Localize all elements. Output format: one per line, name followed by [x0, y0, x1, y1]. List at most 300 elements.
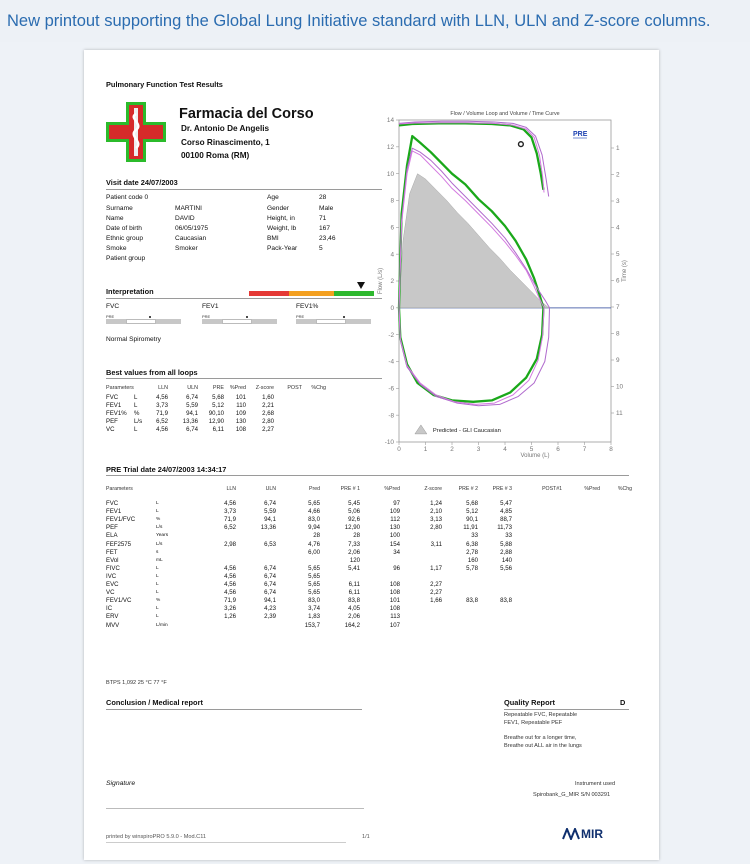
table-cell — [512, 508, 562, 516]
table-cell — [512, 549, 562, 557]
table-cell: 71,9 — [224, 597, 236, 605]
report-sheet — [84, 50, 659, 860]
table-cell: 33 — [505, 532, 512, 540]
table-cell: 1,60 — [262, 394, 274, 402]
table-cell: 4,23 — [264, 605, 276, 613]
table-cell — [512, 541, 562, 549]
table-cell: 7,33 — [348, 540, 360, 548]
gauge-bar-fev1 — [202, 314, 277, 324]
table-cell: 1,66 — [430, 597, 442, 605]
table-cell: 97 — [393, 500, 400, 508]
patient-value: 23,46 — [319, 235, 336, 242]
patient-label: Surname — [106, 205, 133, 212]
table-cell: L/s — [156, 525, 163, 531]
column-header: Pred — [309, 486, 320, 492]
column-header: Parameters — [106, 385, 134, 391]
pharmacy-street: Corso Rinascimento, 1 — [181, 138, 270, 147]
table-cell: 71,9 — [156, 410, 168, 418]
trial-row — [106, 613, 632, 621]
table-cell: 113 — [390, 613, 400, 621]
table-cell: 5,88 — [500, 540, 512, 548]
table-cell — [442, 605, 478, 613]
table-cell: 88,7 — [500, 516, 512, 524]
best-values-row — [106, 402, 326, 410]
table-cell: L/s — [134, 418, 143, 426]
table-cell: 5,59 — [186, 402, 198, 410]
table-cell — [512, 532, 562, 540]
pre-tag: PRE — [106, 314, 115, 319]
table-cell: EVol — [106, 556, 119, 564]
instrument-value: Spirobank_G_MIR S/N 003291 — [533, 792, 611, 798]
table-cell — [320, 573, 360, 581]
table-cell — [400, 622, 442, 630]
table-cell: L — [156, 565, 159, 571]
table-cell: 120 — [349, 556, 360, 564]
table-cell — [512, 565, 562, 573]
trial-row — [106, 549, 632, 557]
y-tick-label: 6 — [390, 224, 394, 232]
table-cell: 2,27 — [430, 589, 442, 597]
table-cell: 1,17 — [430, 564, 442, 572]
trial-header-row — [106, 485, 632, 500]
table-cell — [562, 573, 600, 581]
column-header: PRE # 1 — [340, 486, 360, 492]
patient-value: 71 — [319, 215, 327, 222]
table-cell: FVC — [106, 500, 119, 508]
y2-tick-label: 10 — [616, 383, 624, 391]
table-cell — [512, 605, 562, 613]
divider — [106, 475, 629, 476]
patient-value: Male — [319, 205, 334, 212]
trial-row — [106, 524, 632, 532]
column-header: %Chg — [311, 385, 326, 391]
legend-label: Predicted - GLI Caucasian — [432, 427, 501, 434]
table-cell: 154 — [389, 540, 400, 548]
y2-tick-label: 7 — [616, 304, 620, 312]
best-values-title: Best values from all loops — [106, 368, 198, 377]
table-cell — [442, 589, 478, 597]
trial-row — [106, 532, 632, 540]
table-cell — [274, 410, 302, 418]
table-cell — [512, 516, 562, 524]
column-header: %Pred — [584, 486, 600, 492]
patient-label: Pack-Year — [267, 245, 298, 252]
y2-tick-label: 8 — [616, 330, 620, 338]
y-tick-label: 4 — [390, 251, 394, 259]
table-cell: 1,26 — [224, 613, 236, 621]
y2-tick-label: 5 — [616, 251, 620, 259]
table-cell — [360, 573, 400, 581]
table-cell: 5,65 — [308, 581, 320, 589]
column-header: Z-score — [255, 385, 274, 391]
quality-line: FEV1, Repeatable PEF — [504, 720, 563, 726]
table-cell: 13,36 — [182, 418, 198, 426]
table-cell — [562, 605, 600, 613]
table-cell: 5,12 — [212, 402, 224, 410]
table-cell — [274, 426, 302, 434]
table-cell: FEV1 — [106, 508, 122, 516]
table-cell: 5,68 — [212, 394, 224, 402]
table-cell: 4,56 — [224, 500, 236, 508]
best-values-row — [106, 410, 326, 418]
column-header: POST — [287, 385, 302, 391]
table-cell: 6,52 — [224, 524, 236, 532]
pre-tag: PRE — [202, 314, 211, 319]
gauge-bar-fev1pct — [296, 314, 371, 324]
trial-row — [106, 557, 632, 565]
table-cell: 1,83 — [308, 613, 320, 621]
best-values-row — [106, 394, 326, 402]
trial-table — [106, 485, 632, 630]
table-cell: 6,53 — [264, 540, 276, 548]
table-cell: FET — [106, 548, 118, 556]
table-cell: MVV — [106, 621, 120, 629]
divider — [504, 709, 629, 710]
table-cell: 2,78 — [466, 548, 478, 556]
table-cell: FIVC — [106, 564, 120, 572]
y2-tick-label: 3 — [616, 198, 620, 206]
table-cell — [600, 516, 632, 524]
pharmacy-cross-logo — [106, 102, 166, 162]
table-cell — [400, 557, 442, 565]
page-number: 1/1 — [362, 834, 370, 840]
table-cell: IVC — [106, 572, 117, 580]
patient-label: Smoke — [106, 245, 127, 252]
patient-value: Smoker — [175, 245, 198, 252]
table-cell: 130 — [235, 418, 246, 426]
table-cell: 13,36 — [260, 524, 276, 532]
trial-row — [106, 573, 632, 581]
table-cell — [562, 508, 600, 516]
table-cell: 6,52 — [156, 418, 168, 426]
table-cell: 5,12 — [466, 508, 478, 516]
table-cell — [512, 500, 562, 508]
table-cell: mL — [156, 557, 163, 563]
table-cell: FVC — [106, 394, 119, 402]
y-tick-label: -4 — [388, 358, 394, 366]
table-cell: 94,1 — [264, 516, 276, 524]
table-cell: 160 — [467, 556, 478, 564]
table-cell — [400, 573, 442, 581]
table-cell: PEF — [106, 418, 118, 426]
severity-red-segment — [249, 291, 289, 296]
table-cell: Years — [156, 533, 169, 539]
conclusion-title: Conclusion / Medical report — [106, 698, 203, 707]
table-cell: ERV — [106, 613, 119, 621]
flow-volume-chart — [374, 106, 630, 466]
banner-caption: New printout supporting the Global Lung Initiative standard with LLN, ULN and Z-score columns. — [0, 0, 750, 42]
table-cell: 2,10 — [430, 508, 442, 516]
y-tick-label: -10 — [384, 439, 394, 447]
table-cell: 94,1 — [186, 410, 198, 418]
table-cell — [478, 605, 512, 613]
table-cell — [274, 418, 302, 426]
column-header: PRE # 3 — [492, 486, 512, 492]
table-cell — [562, 589, 600, 597]
table-cell: 153,7 — [304, 621, 320, 629]
table-cell: 6,11 — [212, 426, 224, 434]
table-cell: 4,56 — [224, 572, 236, 580]
table-cell: s — [156, 549, 159, 555]
table-cell — [512, 581, 562, 589]
table-cell: L/s — [156, 541, 163, 547]
best-values-header-row — [106, 384, 326, 394]
x-tick-label: 5 — [529, 446, 534, 453]
x-tick-label: 1 — [423, 446, 428, 453]
trial-row — [106, 589, 632, 597]
table-cell — [196, 622, 236, 630]
table-cell — [562, 622, 600, 630]
table-cell — [600, 524, 632, 532]
column-header: Z-score — [424, 486, 442, 492]
table-cell: 108 — [235, 426, 246, 434]
table-cell: 6,11 — [348, 581, 360, 589]
patient-label: Weight, lb — [267, 225, 297, 232]
table-cell — [600, 508, 632, 516]
x-axis-label: Volume (L) — [520, 453, 550, 459]
y-axis-label: Flow (L/s) — [378, 267, 384, 295]
table-cell: L/min — [156, 622, 168, 628]
y-tick-label: 2 — [390, 278, 394, 286]
patient-value: 28 — [319, 194, 327, 201]
patient-label: Patient code 0 — [106, 194, 149, 201]
gauge-label-fev1: FEV1 — [202, 303, 219, 310]
table-cell — [600, 557, 632, 565]
table-cell: 28 — [353, 532, 360, 540]
table-cell — [562, 565, 600, 573]
severity-green-segment — [334, 291, 374, 296]
table-cell: 164,2 — [344, 621, 360, 629]
table-cell: 4,56 — [156, 394, 168, 402]
table-cell: FEV1/FVC — [106, 516, 136, 524]
table-cell: 5,65 — [308, 589, 320, 597]
table-cell: 4,56 — [224, 581, 236, 589]
table-cell: 4,05 — [348, 605, 360, 613]
patient-label: Gender — [267, 205, 289, 212]
y-tick-label: -2 — [388, 331, 394, 339]
table-cell — [600, 541, 632, 549]
table-cell: 3,13 — [430, 516, 442, 524]
chart-title: Flow / Volume Loop and Volume / Time Curve — [450, 111, 560, 117]
table-cell: 2,39 — [264, 613, 276, 621]
table-cell: VC — [106, 426, 115, 434]
series-tag: PRE — [573, 131, 588, 138]
mir-brand: MIR — [581, 827, 603, 841]
gauge-label-fvc: FVC — [106, 303, 120, 310]
table-cell — [478, 573, 512, 581]
table-cell: % — [156, 517, 161, 523]
quality-advice: Breathe out ALL air in the lungs — [504, 743, 582, 749]
table-cell: 5,47 — [500, 500, 512, 508]
column-header: ULN — [265, 486, 276, 492]
table-cell: 4,56 — [156, 426, 168, 434]
y-tick-label: 12 — [386, 144, 394, 152]
x-tick-label: 0 — [397, 446, 401, 453]
y2-tick-label: 2 — [616, 171, 620, 179]
table-cell: 9,94 — [308, 524, 320, 532]
table-cell: 101 — [235, 394, 246, 402]
table-cell: 2,80 — [430, 524, 442, 532]
pharmacy-name: Farmacia del Corso — [179, 106, 314, 122]
table-cell: EVC — [106, 581, 119, 589]
table-cell — [600, 613, 632, 621]
table-cell: 5,65 — [308, 564, 320, 572]
table-cell: L — [134, 426, 138, 434]
visit-date: Visit date 24/07/2003 — [106, 178, 178, 187]
table-cell: FEV1 — [106, 402, 122, 410]
table-cell: 5,65 — [308, 500, 320, 508]
patient-label: Age — [267, 194, 279, 201]
table-cell: 2,88 — [500, 548, 512, 556]
gauge-label-fev1pct: FEV1% — [296, 303, 319, 310]
pre-tag: PRE — [296, 314, 305, 319]
table-cell — [600, 573, 632, 581]
table-cell — [196, 549, 236, 557]
table-cell: 6,74 — [264, 589, 276, 597]
table-cell: PEF — [106, 524, 118, 532]
y2-tick-label: 6 — [616, 277, 620, 285]
table-cell: 3,26 — [224, 605, 236, 613]
table-cell: 2,68 — [262, 410, 274, 418]
table-cell: 5,78 — [466, 564, 478, 572]
table-cell: 107 — [389, 621, 400, 629]
table-cell: 4,76 — [308, 540, 320, 548]
table-cell — [302, 426, 326, 434]
table-cell — [274, 402, 302, 410]
column-header: Parameters — [106, 486, 133, 492]
table-cell: 6,74 — [264, 581, 276, 589]
table-cell: 5,45 — [348, 500, 360, 508]
table-cell: 96 — [393, 564, 400, 572]
table-cell: 4,56 — [224, 589, 236, 597]
y-tick-label: 10 — [386, 170, 394, 178]
y-tick-label: -6 — [388, 385, 394, 393]
table-cell — [512, 524, 562, 532]
table-cell: 6,74 — [264, 572, 276, 580]
table-cell — [562, 597, 600, 605]
divider — [106, 709, 362, 710]
table-cell: L — [156, 582, 159, 588]
table-cell: 2,80 — [262, 418, 274, 426]
table-cell: 4,85 — [500, 508, 512, 516]
patient-value: MARTINI — [175, 205, 202, 212]
table-cell: 2,21 — [262, 402, 274, 410]
table-cell — [442, 622, 478, 630]
table-cell — [562, 500, 600, 508]
table-cell: L — [134, 402, 138, 410]
gauge-bar-fvc — [106, 314, 181, 324]
table-cell: 6,00 — [308, 548, 320, 556]
y2-tick-label: 1 — [616, 145, 620, 153]
x-tick-label: 7 — [582, 446, 587, 453]
table-cell — [236, 622, 276, 630]
table-cell: 6,74 — [186, 426, 198, 434]
severity-orange-segment — [289, 291, 334, 296]
table-cell: 110 — [236, 402, 246, 410]
patient-label: Date of birth — [106, 225, 142, 232]
table-cell: 2,98 — [224, 540, 236, 548]
table-cell: 5,56 — [500, 564, 512, 572]
column-header — [134, 384, 146, 394]
table-cell — [512, 557, 562, 565]
table-cell — [274, 394, 302, 402]
table-cell: 83,0 — [308, 597, 320, 605]
table-cell: 83,0 — [308, 516, 320, 524]
quality-title: Quality Report — [504, 698, 555, 707]
table-cell — [442, 613, 478, 621]
table-cell: 6,74 — [264, 564, 276, 572]
table-cell — [600, 581, 632, 589]
trial-marker — [519, 142, 524, 147]
y2-tick-label: 9 — [616, 357, 620, 365]
report-title: Pulmonary Function Test Results — [106, 80, 223, 89]
best-values-table — [106, 384, 326, 435]
table-cell: 109 — [235, 410, 246, 418]
column-header: PRE # 2 — [458, 486, 478, 492]
quality-line: Repeatable FVC, Repeatable — [504, 712, 578, 718]
trial-row — [106, 508, 632, 516]
table-cell: L — [156, 614, 159, 620]
table-cell — [512, 573, 562, 581]
table-cell: L — [156, 501, 159, 507]
table-cell: 3,74 — [308, 605, 320, 613]
table-cell — [236, 549, 276, 557]
table-cell — [302, 394, 326, 402]
divider — [106, 298, 382, 299]
table-cell — [600, 589, 632, 597]
patient-label: Ethnic group — [106, 235, 144, 242]
table-cell — [562, 532, 600, 540]
x-tick-label: 6 — [556, 446, 560, 453]
table-cell: 12,90 — [208, 418, 224, 426]
table-cell — [512, 622, 562, 630]
table-cell — [562, 549, 600, 557]
table-cell: 130 — [389, 524, 400, 532]
table-cell: 94,1 — [264, 597, 276, 605]
table-cell — [600, 549, 632, 557]
column-header: %Pred — [384, 486, 400, 492]
table-cell: % — [156, 598, 161, 604]
table-cell — [512, 613, 562, 621]
patient-label: Name — [106, 215, 124, 222]
table-cell: 3,73 — [224, 508, 236, 516]
table-cell — [442, 573, 478, 581]
table-cell — [276, 557, 320, 565]
table-cell: 109 — [389, 508, 400, 516]
table-cell: 2,06 — [348, 548, 360, 556]
table-cell: L — [156, 590, 159, 596]
table-cell: 140 — [501, 556, 512, 564]
y-tick-label: 0 — [390, 305, 394, 313]
patient-label: Height, in — [267, 215, 295, 222]
table-cell — [400, 549, 442, 557]
trial-row — [106, 597, 632, 605]
signature-label: Signature — [106, 780, 136, 787]
table-cell: 5,06 — [348, 508, 360, 516]
trial-title: PRE Trial date 24/07/2003 14:34:17 — [106, 465, 227, 474]
legend-swatch — [415, 425, 427, 434]
best-values-row — [106, 426, 326, 434]
table-cell: 108 — [389, 581, 400, 589]
table-cell: 33 — [471, 532, 478, 540]
table-cell: L — [156, 606, 159, 612]
table-cell: 90,1 — [466, 516, 478, 524]
table-cell: 6,38 — [466, 540, 478, 548]
table-cell: 2,06 — [348, 613, 360, 621]
table-cell: 1,24 — [430, 500, 442, 508]
table-cell: 83,8 — [466, 597, 478, 605]
table-cell — [562, 516, 600, 524]
